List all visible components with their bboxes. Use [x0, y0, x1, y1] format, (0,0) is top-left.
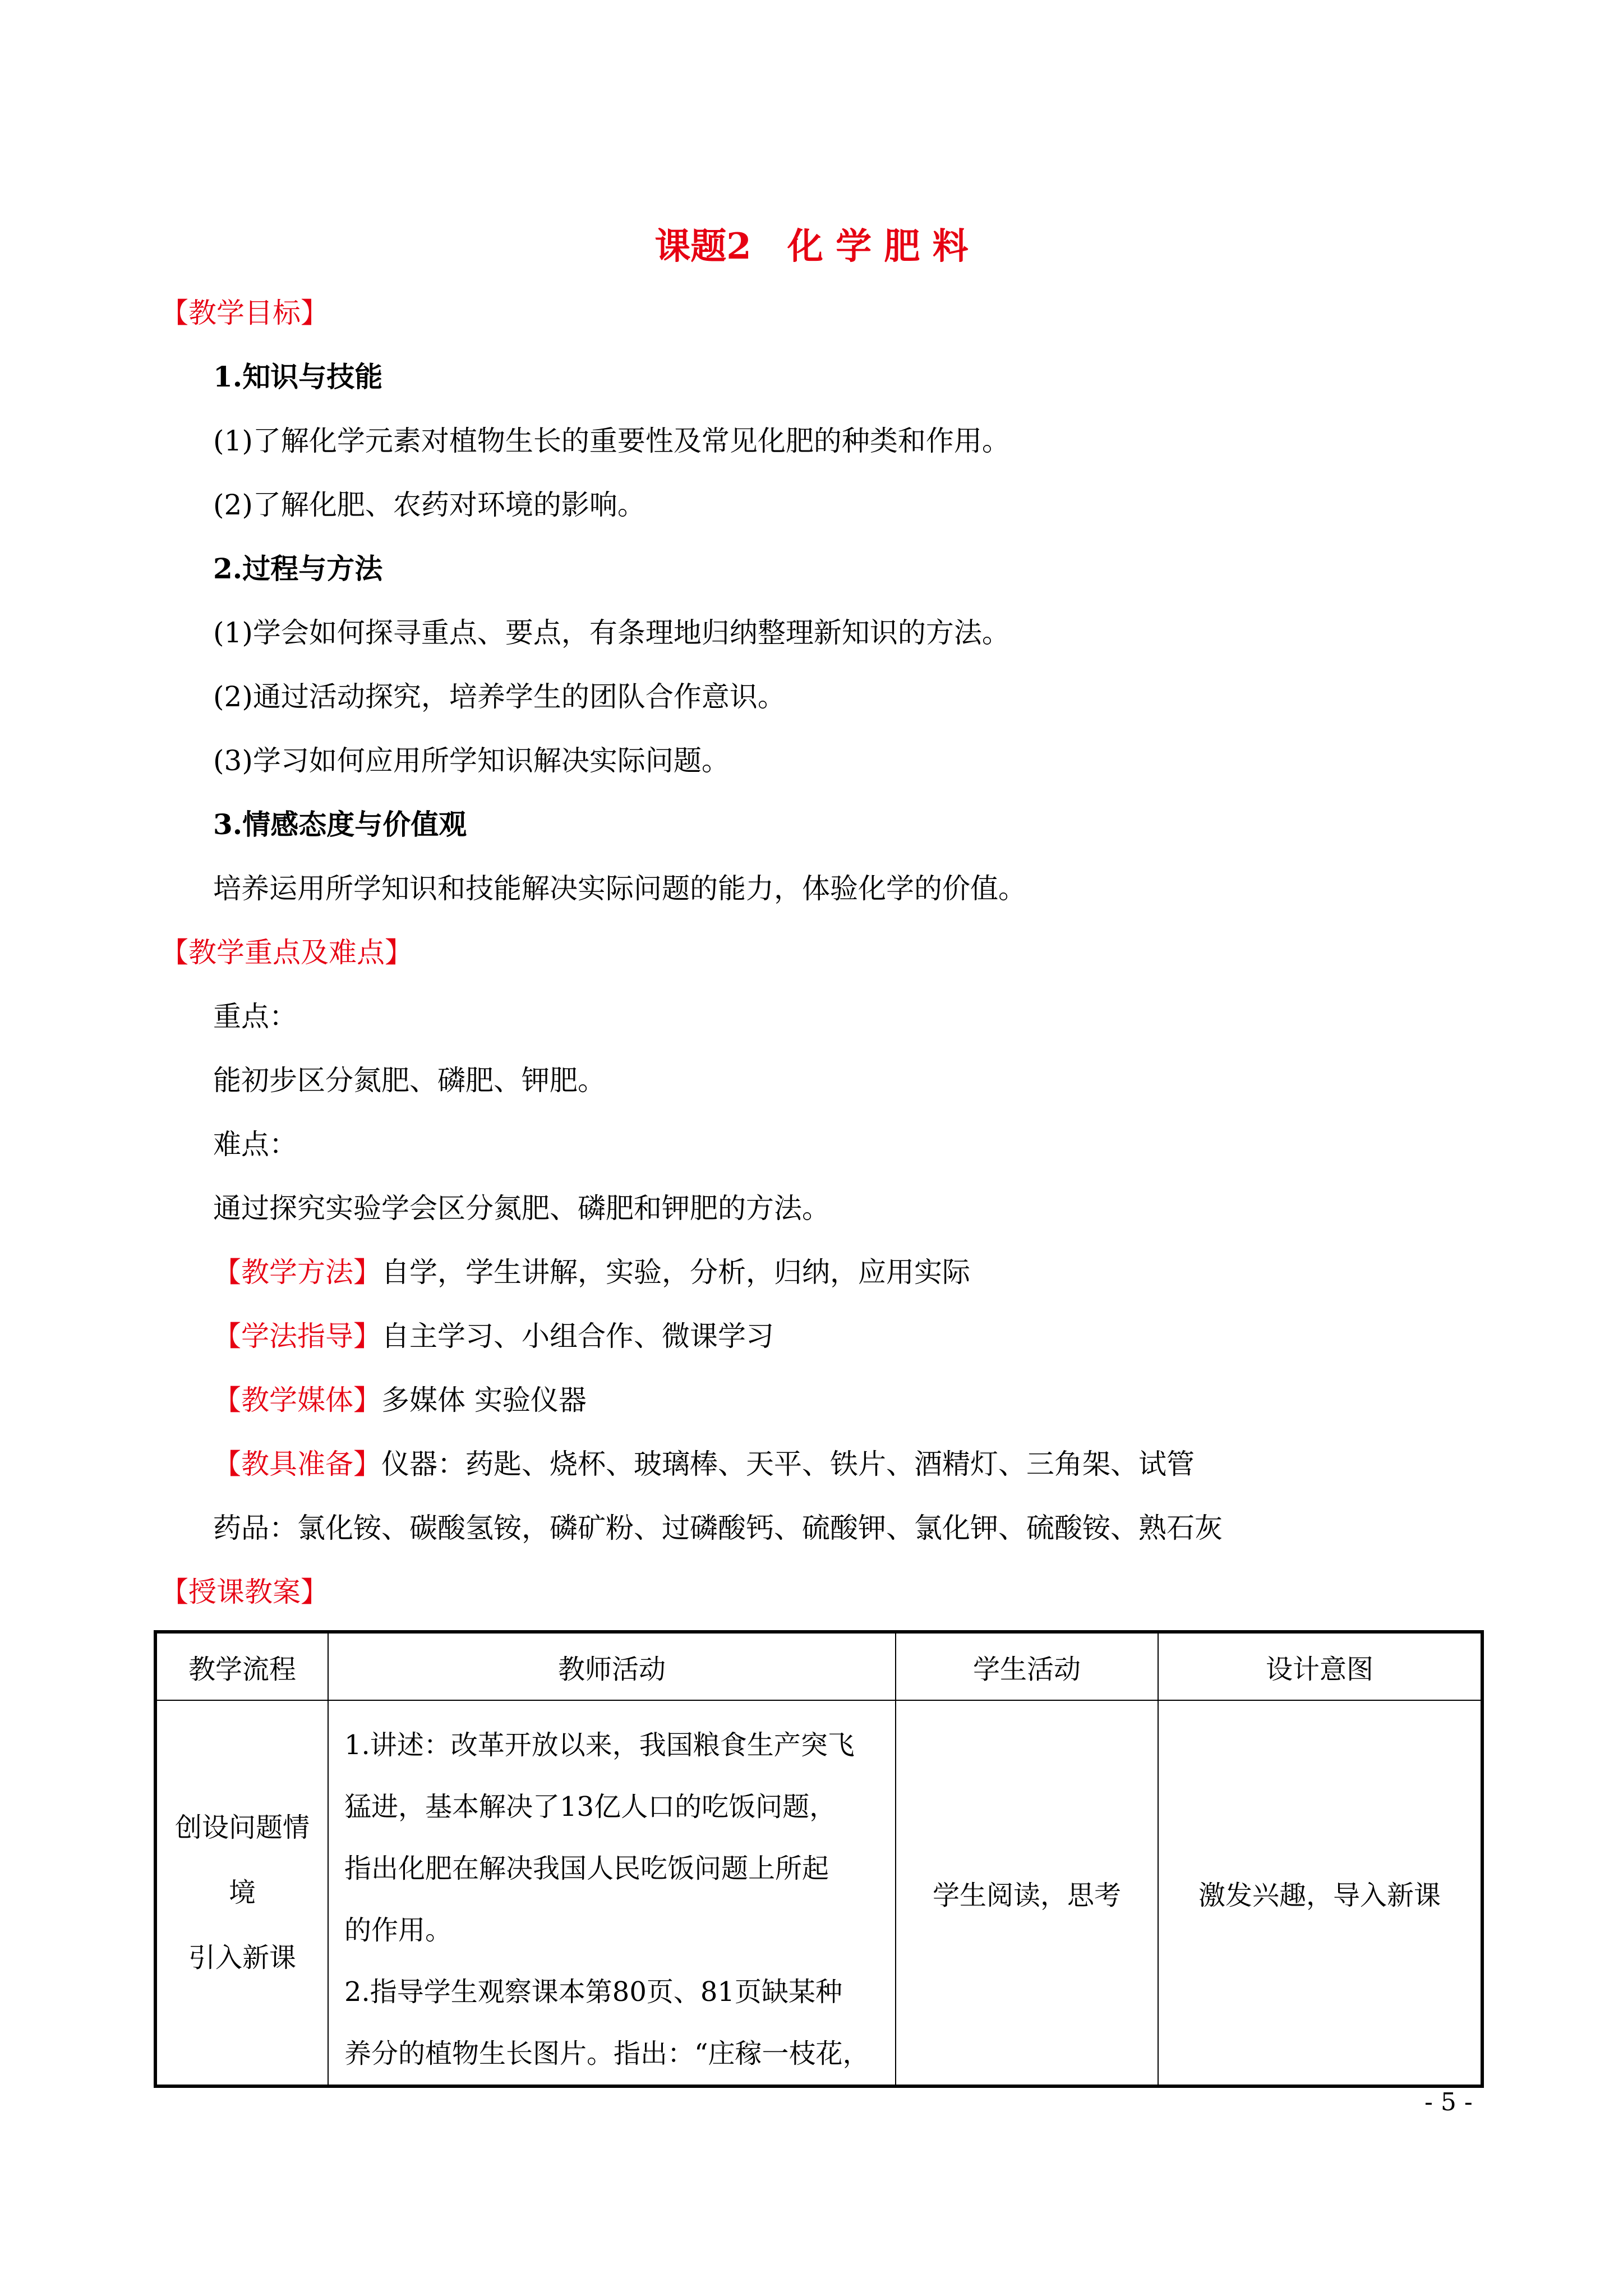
- column-header: 教学流程: [155, 1632, 328, 1700]
- table-row: [155, 1700, 1482, 2086]
- lesson-plan-table: [154, 1630, 1484, 2088]
- teacher-activity-line: 1.讲述：改革开放以来，我国粮食生产突飞: [344, 1729, 855, 1761]
- study-guide-line: [213, 1319, 774, 1353]
- objectives-heading: 【教学目标】: [160, 297, 329, 329]
- difficult-point-text: 通过探究实验学会区分氮肥、磷肥和钾肥的方法。: [213, 1192, 830, 1225]
- stage-line: 引入新课: [188, 1942, 296, 1973]
- teaching-media-line: [213, 1383, 587, 1417]
- teacher-activity-line: 猛进，基本解决了13亿人口的吃饭问题，: [344, 1791, 837, 1823]
- study-guide-text: 自主学习、小组合作、微课学习: [381, 1320, 774, 1352]
- objective-item: (2)通过活动探究，培养学生的团队合作意识。: [213, 680, 786, 713]
- lesson-plan-heading: 【授课教案】: [160, 1576, 329, 1608]
- teaching-method-text: 自学，学生讲解，实验，分析，归纳，应用实际: [381, 1256, 970, 1289]
- study-guide-label: 【学法指导】: [213, 1320, 381, 1352]
- objective-item: 培养运用所学知识和技能解决实际问题的能力，体验化学的价值。: [213, 872, 1026, 905]
- teacher-activity-line: 养分的植物生长图片。指出：“庄稼一枝花，: [344, 2038, 870, 2069]
- equipment-label: 【教具准备】: [213, 1448, 381, 1480]
- objective-item: (2)了解化肥、农药对环境的影响。: [213, 489, 645, 521]
- equipment-line: [213, 1447, 1195, 1481]
- teaching-media-label: 【教学媒体】: [213, 1384, 381, 1416]
- teacher-activity-line: 的作用。: [344, 1915, 453, 1946]
- teacher-activity-cell: [328, 1700, 896, 2086]
- page-title: 课题2 化 学 肥 料: [654, 226, 969, 268]
- objective-section-title: 2.过程与方法: [213, 552, 383, 585]
- objective-item: (3)学习如何应用所学知识解决实际问题。: [213, 744, 730, 777]
- stage-line: 境: [228, 1877, 256, 1908]
- objective-item: (1)学会如何探寻重点、要点，有条理地归纳整理新知识的方法。: [213, 616, 1010, 649]
- design-intent-cell: 激发兴趣，导入新课: [1158, 1700, 1482, 2086]
- difficult-point-label: 难点：: [213, 1128, 297, 1161]
- stage-line: 创设问题情: [174, 1812, 310, 1843]
- key-point-label: 重点：: [213, 1000, 297, 1033]
- objective-section-title: 1.知识与技能: [213, 360, 383, 393]
- objective-section-title: 3.情感态度与价值观: [213, 808, 467, 841]
- column-header: 学生活动: [896, 1632, 1158, 1700]
- equipment-text: 仪器：药匙、烧杯、玻璃棒、天平、铁片、酒精灯、三角架、试管: [381, 1448, 1195, 1480]
- key-point-text: 能初步区分氮肥、磷肥、钾肥。: [213, 1064, 606, 1097]
- student-activity-cell: 学生阅读，思考: [896, 1700, 1158, 2086]
- objective-item: (1)了解化学元素对植物生长的重要性及常见化肥的种类和作用。: [213, 425, 1010, 457]
- table-header-row: [155, 1632, 1482, 1700]
- column-header: 设计意图: [1158, 1632, 1482, 1700]
- stage-cell: [155, 1700, 328, 2086]
- teacher-activity-line: 指出化肥在解决我国人民吃饭问题上所起: [344, 1853, 829, 1884]
- teaching-method-line: [213, 1255, 970, 1289]
- column-header: 教师活动: [328, 1632, 896, 1700]
- drugs-line: 药品：氯化铵、碳酸氢铵，磷矿粉、过磷酸钙、硫酸钾、氯化钾、硫酸铵、熟石灰: [213, 1512, 1223, 1544]
- page-number: - 5 -: [1424, 2088, 1473, 2116]
- teaching-method-label: 【教学方法】: [213, 1256, 381, 1289]
- teaching-media-text: 多媒体 实验仪器: [381, 1384, 587, 1416]
- teacher-activity-line: 2.指导学生观察课本第80页、81页缺某种: [344, 1976, 842, 2008]
- key-points-heading: 【教学重点及难点】: [160, 936, 413, 969]
